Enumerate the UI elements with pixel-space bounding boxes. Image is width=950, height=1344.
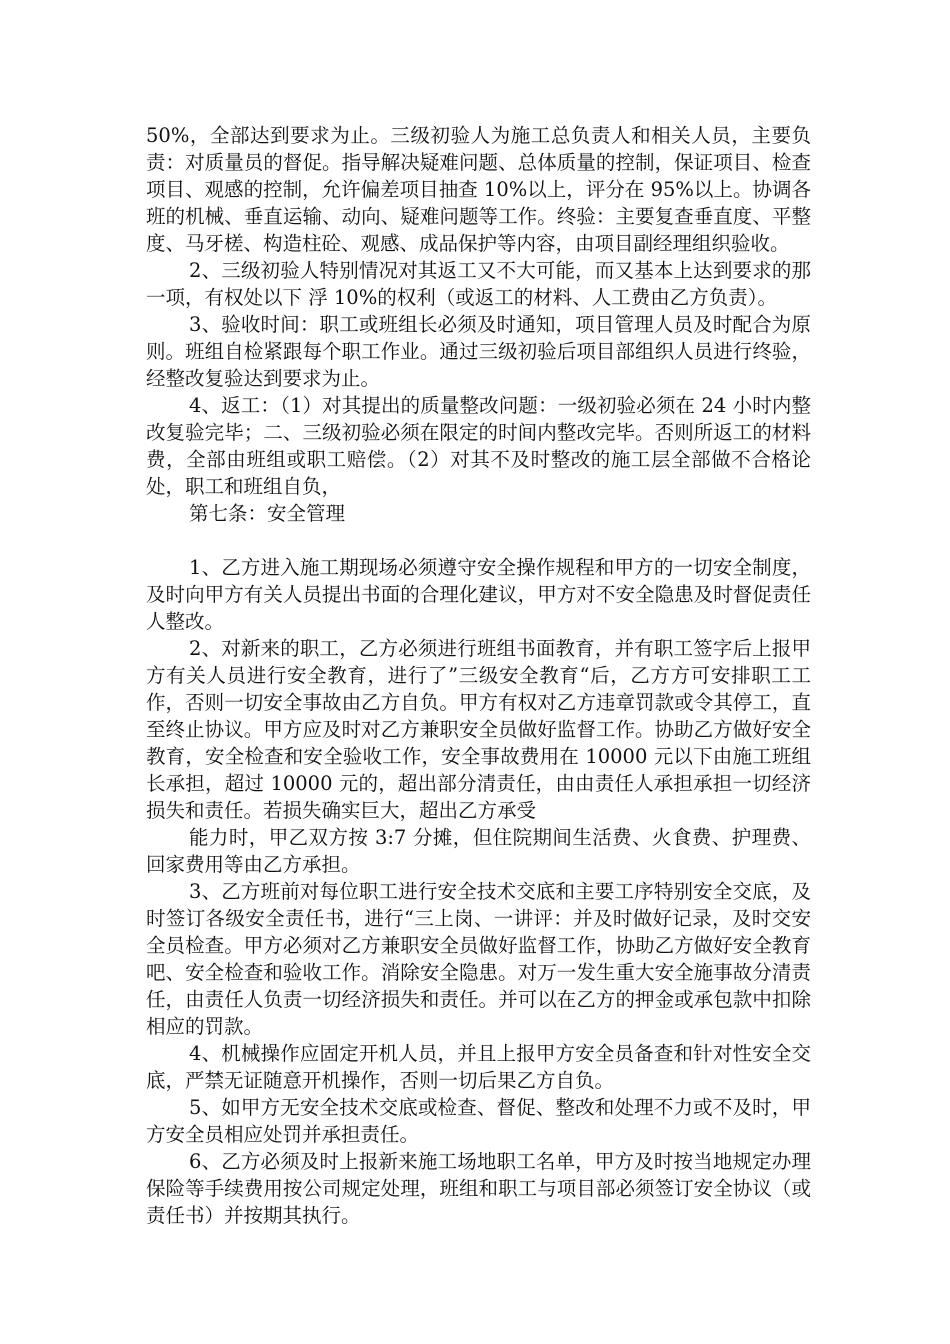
paragraph-item-3: 3、验收时间：职工或班组长必须及时通知，项目管理人员及时配合为原则。班组自检紧跟每个职工作业。通过三级初验后项目部组织人员进行终验，经整改复验达到要求为止。 bbox=[146, 313, 811, 390]
paragraph-item-4: 4、返工：（1）对其提出的质量整改问题：一级初验必须在 24 小时内整改复验完毕；二、三级初验必须在限定的时间内整改完毕。否则所返工的材料费，全部由班组或职工赔偿。（2）对其不及时整改的施工层全部做不合格论处，职工和班组自负， bbox=[146, 394, 811, 498]
paragraph-safety-2-continued: 能力时，甲乙双方按 3:7 分摊，但住院期间生活费、火食费、护理费、回家费用等由乙方承担。 bbox=[146, 826, 811, 876]
paragraph-quality-inspection-continued: 50%，全部达到要求为止。三级初验人为施工总负责人和相关人员，主要负责：对质量员的督促。指导解决疑难问题、总体质量的控制，保证项目、检查项目、观感的控制，允许偏差项目抽查 10%以上，评分在 95%以上。协调各班的机械、垂直运输、动向、疑难问题等工作。终验：主要复查垂直度、平整度、马牙槎、构造柱砼、观感、成品保护等内容，由项目副经理组织验收。 bbox=[146, 124, 811, 255]
blank-line bbox=[146, 527, 811, 554]
paragraph-safety-3: 3、乙方班前对每位职工进行安全技术交底和主要工序特别安全交底，及时签订各级安全责任书，进行“三上岗、一讲评：并及时做好记录，及时交安全员检查。甲方必须对乙方兼职安全员做好监督工作，协助乙方做好安全教育吧、安全检查和验收工作。消除安全隐患。对万一发生重大安全施事故分清责任，由责任人负责一切经济损失和责任。并可以在乙方的押金或承包款中扣除相应的罚款。 bbox=[146, 880, 811, 1038]
paragraph-safety-6: 6、乙方必须及时上报新来施工场地职工名单，甲方及时按当地规定办理保险等手续费用按公司规定处理，班组和职工与项目部必须签订安全协议（或责任书）并按期其执行。 bbox=[146, 1150, 811, 1227]
paragraph-safety-5: 5、如甲方无安全技术交底或检查、督促、整改和处理不力或不及时，甲方安全员相应处罚并承担责任。 bbox=[146, 1096, 811, 1146]
document-body bbox=[146, 122, 811, 1229]
section-title: 第七条：安全管理 bbox=[189, 502, 346, 525]
paragraph-safety-2: 2、对新来的职工，乙方必须进行班组书面教育，并有职工签字后上报甲方有关人员进行安全教育，进行了”三级安全教育“后，乙方方可安排职工工作，否则一切安全事故由乙方自负。甲方有权对乙方违章罚款或令其停工，直至终止协议。甲方应及时对乙方兼职安全员做好监督工作。协助乙方做好安全教育，安全检查和安全验收工作，安全事故费用在 10000 元以下由施工班组长承担，超过 10000 元的，超出部分清责任，由由责任人承担承担一切经济损失和责任。若损失确实巨大，超出乙方承受 bbox=[146, 637, 811, 822]
paragraph-item-2: 2、三级初验人特别情况对其返工又不大可能，而又基本上达到要求的那一项，有权处以下 浮 10%的权利（或返工的材料、人工费由乙方负责）。 bbox=[146, 259, 811, 309]
paragraph-safety-4: 4、机械操作应固定开机人员，并且上报甲方安全员备查和针对性安全交底，严禁无证随意开机操作，否则一切后果乙方自负。 bbox=[146, 1042, 811, 1092]
paragraph-safety-1: 1、乙方进入施工期现场必须遵守安全操作规程和甲方的一切安全制度，及时向甲方有关人员提出书面的合理化建议，甲方对不安全隐患及时督促责任人整改。 bbox=[146, 556, 811, 633]
